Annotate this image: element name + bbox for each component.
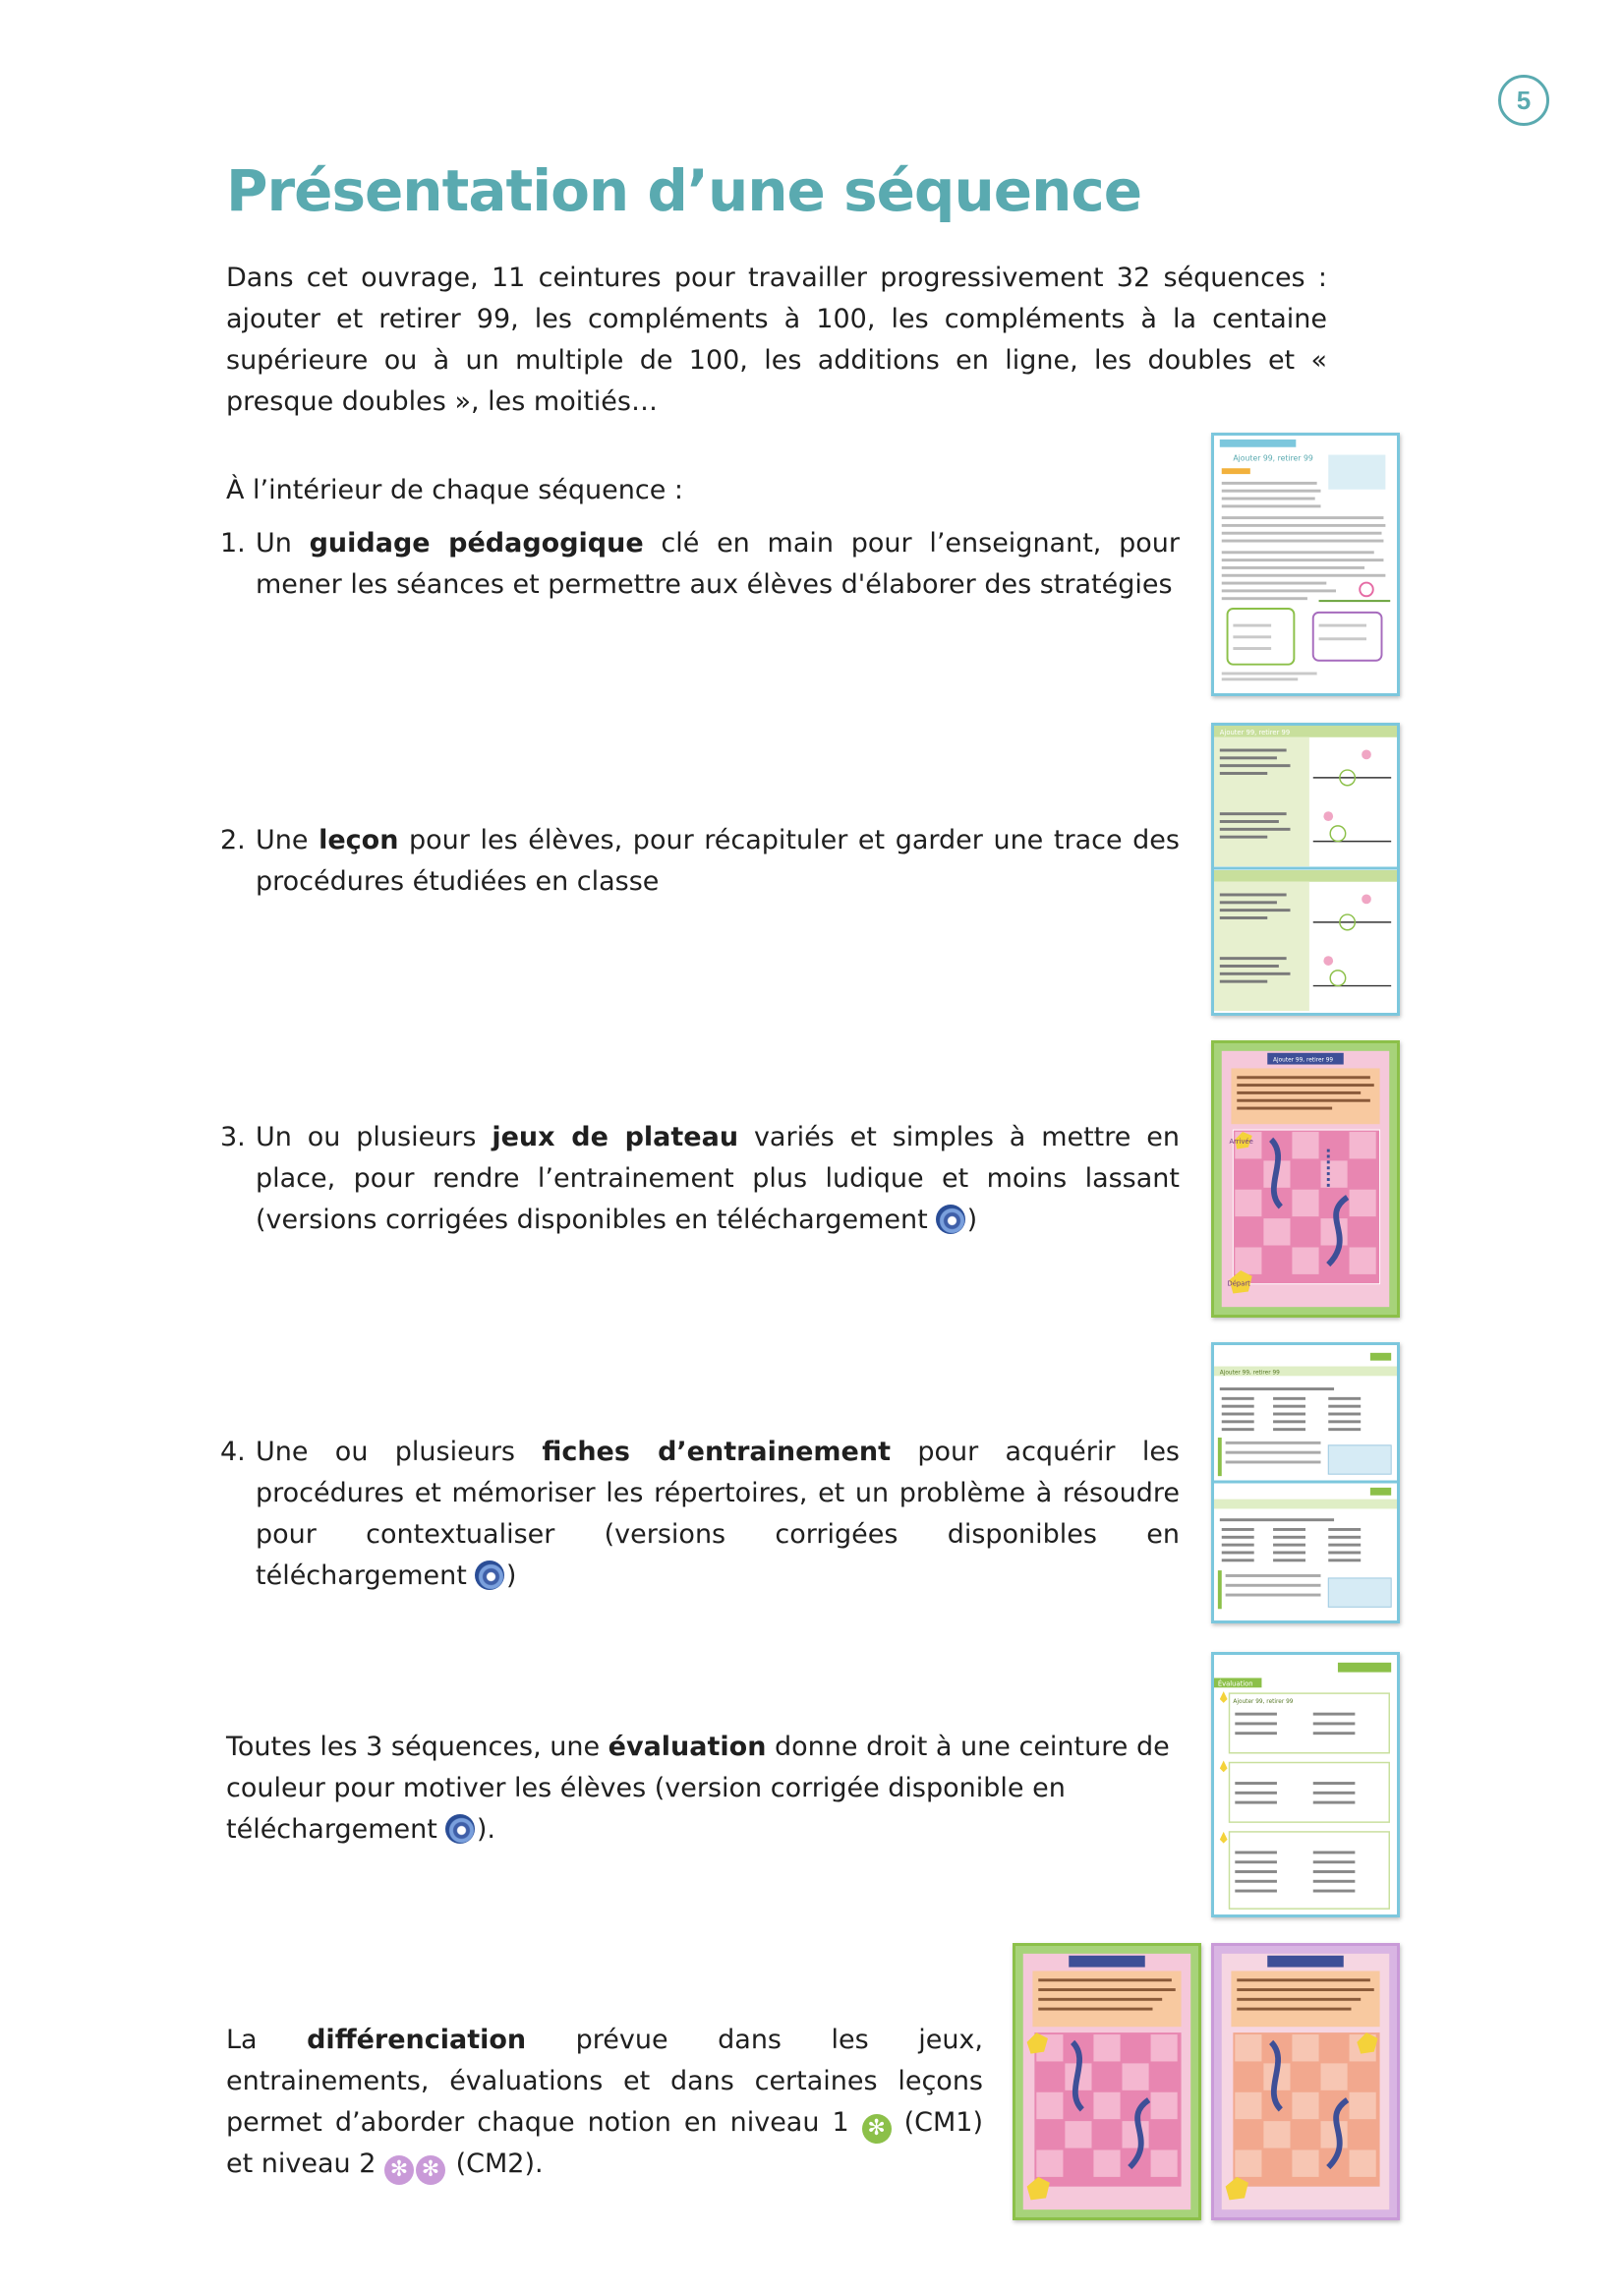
item-suffix: ) <box>505 1560 517 1591</box>
intro-paragraph: Dans cet ouvrage, 11 ceintures pour travailler progressivement 32 séquences : ajouter et retirer 99, les compléments à 100, les compléments à la centaine supérieure ou à un multiple de 100, les additions en ligne, les doubles et « presque doubles », les moitiés… <box>226 263 1327 417</box>
diff-level1: (CM1) et niveau 2 <box>226 2107 983 2179</box>
thumbnail-lecon <box>1211 723 1400 1016</box>
item-number: 3. <box>220 1122 246 1152</box>
item-post: pour les élèves, pour récapituler et garder une trace des procédures étudiées en classe <box>256 825 1180 897</box>
item-post: variés et simples à mettre en place, pour rendre l’entrainement plus ludique et moins lassant (versions corrigées disponibles en téléchargement <box>256 1122 1180 1235</box>
disc-download-icon <box>936 1205 965 1234</box>
thumbnail-evaluation <box>1211 1652 1400 1917</box>
item-pre: Un <box>256 528 310 559</box>
thumb-lecon-header: Ajouter 99, retirer 99 <box>1219 728 1291 736</box>
item-jeux <box>220 1117 1180 1241</box>
item-guidage <box>220 523 1180 606</box>
differenciation-paragraph <box>226 2020 983 2185</box>
item-fiches <box>220 1432 1180 1597</box>
item-pre: Une <box>256 825 319 855</box>
item-bold: jeux de plateau <box>492 1122 739 1152</box>
diff-bold: différenciation <box>307 2025 527 2055</box>
thumbnail-jeu <box>1211 1040 1400 1318</box>
green-star-icon: ✻ <box>862 2114 892 2144</box>
diff-pre: La <box>226 2025 308 2055</box>
thumb-eval-sub: Ajouter 99, retirer 99 <box>1233 1698 1294 1705</box>
item-bold: guidage pédagogique <box>309 528 644 559</box>
evaluation-bold: évaluation <box>608 1732 767 1762</box>
evaluation-pre: Toutes les 3 séquences, une <box>226 1732 609 1762</box>
thumbnail-guidage <box>1211 433 1400 696</box>
thumb-eval-header: Évaluation <box>1217 1679 1253 1688</box>
inside-heading: À l’intérieur de chaque séquence : <box>226 475 684 505</box>
item-bold: fiches d’entrainement <box>542 1437 892 1467</box>
item-suffix: ) <box>966 1205 978 1235</box>
disc-download-icon <box>475 1560 504 1590</box>
item-pre: Un ou plusieurs <box>256 1122 493 1152</box>
thumbnail-jeu-niveau-1 <box>1013 1943 1201 2220</box>
diff-post: prévue dans les jeux, entrainements, évaluations et dans certaines leçons permet d’aborder chaque notion en niveau 1 <box>226 2025 983 2138</box>
thumbnail-fiche <box>1211 1342 1400 1623</box>
page-number: 5 <box>1498 75 1549 126</box>
diff-level2: (CM2). <box>455 2149 544 2179</box>
thumb-jeu-end: Arrivée <box>1229 1137 1253 1146</box>
evaluation-post: donne droit à une ceinture de couleur pour motiver les élèves (version corrigée disponible en téléchargement <box>226 1732 1170 1845</box>
item-post: clé en main pour l’enseignant, pour mener les séances et permettre aux élèves d'élaborer des stratégies <box>256 528 1180 600</box>
thumb-jeu-header: Ajouter 99, retirer 99 <box>1273 1057 1334 1064</box>
purple-star-icon: ✻ <box>384 2155 414 2185</box>
page-title: Présentation d’une séquence <box>226 157 1142 224</box>
disc-download-icon <box>445 1814 475 1844</box>
item-number: 1. <box>220 528 246 559</box>
item-number: 4. <box>220 1437 246 1467</box>
purple-star-icon: ✻ <box>416 2155 445 2185</box>
item-pre: Une ou plusieurs <box>256 1437 543 1467</box>
thumb-jeu-start: Départ <box>1227 1279 1250 1288</box>
item-bold: leçon <box>319 825 399 855</box>
item-post: pour acquérir les procédures et mémoriser les répertoires, et un problème à résoudre pour contextualiser (versions corrigées disponibles en téléchargement <box>256 1437 1180 1591</box>
thumb-fiche-header: Ajouter 99, retirer 99 <box>1219 1370 1280 1377</box>
thumb-guidage-header: Ajouter 99, retirer 99 <box>1233 453 1313 463</box>
item-lecon <box>220 820 1180 903</box>
thumbnail-jeu-niveau-2 <box>1211 1943 1400 2220</box>
evaluation-suffix: ). <box>476 1814 495 1845</box>
item-number: 2. <box>220 825 246 855</box>
evaluation-paragraph <box>226 1727 1189 1851</box>
